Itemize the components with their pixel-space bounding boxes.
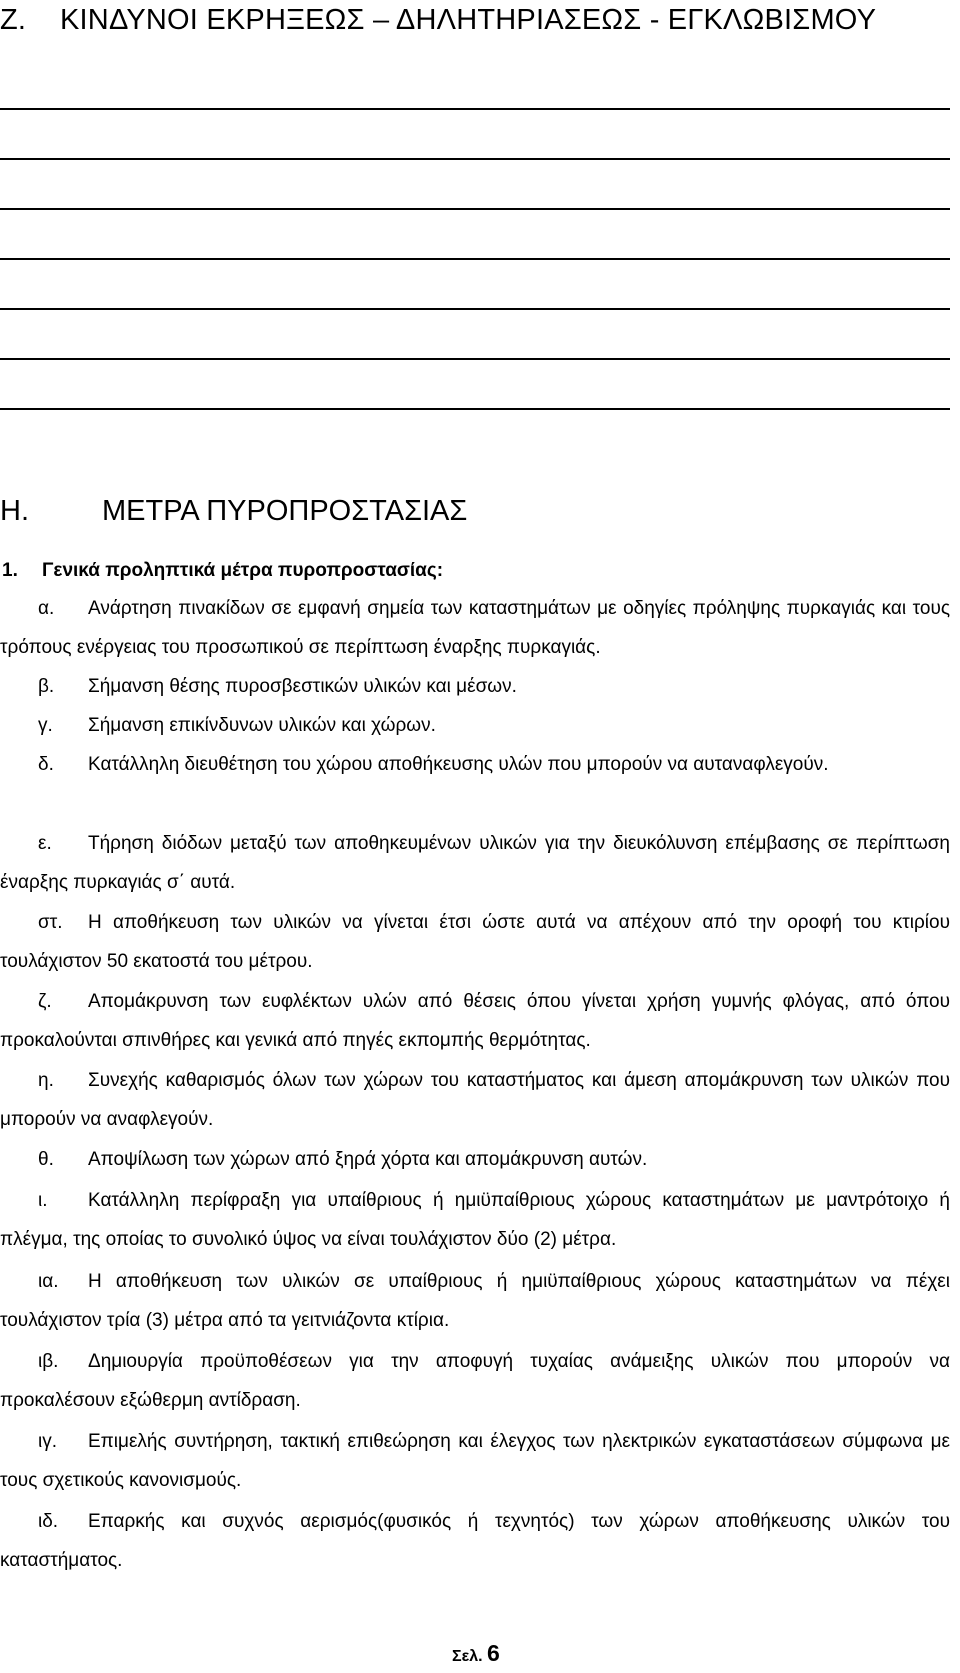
blank-line <box>0 208 950 210</box>
item-text: Σήμανση επικίνδυνων υλικών και χώρων. <box>88 715 436 736</box>
blank-line <box>0 308 950 310</box>
list-item <box>0 1061 950 1139</box>
item-label: στ. <box>38 912 63 933</box>
list-item <box>0 824 950 902</box>
item-label: ι. <box>38 1190 48 1211</box>
item-label: η. <box>38 1070 54 1091</box>
item-label: ζ. <box>38 991 52 1012</box>
section-z-title <box>0 0 930 40</box>
item-label: ιβ. <box>38 1351 59 1372</box>
section-h-heading <box>0 491 467 531</box>
list-item <box>0 1140 950 1179</box>
item-label: θ. <box>38 1149 54 1170</box>
item-text: Κατάλληλη περίφραξη για υπαίθριους ή ημιϋπαίθριους χώρους καταστημάτων με μαντρότοιχο ή πλέγμα, της οποίας το συνολικό ύψος να είναι τουλάχιστον δύο (2) μέτρα. <box>0 1190 950 1250</box>
blank-line <box>0 408 950 410</box>
item-text: Απομάκρυνση των ευφλέκτων υλών από θέσεις όπου γίνεται χρήση γυμνής φλόγας, από όπου προκαλούνται σπινθήρες και γενικά από πηγές εκπομπής θερμότητας. <box>0 991 950 1051</box>
blank-line <box>0 358 950 360</box>
item-text: Η αποθήκευση των υλικών σε υπαίθριους ή ημιϋπαίθριους χώρους καταστημάτων να πέχει τουλάχιστον τρία (3) μέτρα από τα γειτνιάζοντα κτίρια. <box>0 1271 950 1331</box>
list-item <box>0 1422 950 1500</box>
item-label: ιγ. <box>38 1431 57 1452</box>
section-h-number: Η. <box>0 495 29 527</box>
list-item <box>0 1181 950 1259</box>
blank-line <box>0 158 950 160</box>
page-footer <box>452 1640 500 1667</box>
item-text: Τήρηση διόδων μεταξύ των αποθηκευμένων υλικών για την διευκόλυνση επέμβασης σε περίπτωση έναρξης πυρκαγιάς σ΄ αυτά. <box>0 833 950 893</box>
item-label: ια. <box>38 1271 59 1292</box>
item-label: ιδ. <box>38 1511 59 1532</box>
list-item <box>0 1262 950 1340</box>
list-item <box>0 589 950 667</box>
item-text: Ανάρτηση πινακίδων σε εμφανή σημεία των καταστημάτων με οδηγίες πρόληψης πυρκαγιάς και τους τρόπους ενέργειας του προσωπικού σε περίπτωση έναρξης πυρκαγιάς. <box>0 598 950 658</box>
list-item <box>0 1502 950 1580</box>
item-label: α. <box>38 598 55 619</box>
subsection-number: 1. <box>2 560 18 581</box>
page-number: 6 <box>487 1640 500 1666</box>
list-item <box>0 982 950 1060</box>
item-text: Αποψίλωση των χώρων από ξηρά χόρτα και απομάκρυνση αυτών. <box>88 1149 648 1170</box>
item-label: δ. <box>38 754 54 775</box>
section-h-title: ΜΕΤΡΑ ΠΥΡΟΠΡΟΣΤΑΣΙΑΣ <box>102 495 468 527</box>
section-z-text: ΚΙΝΔΥΝΟΙ ΕΚΡΗΞΕΩΣ – ΔΗΛΗΤΗΡΙΑΣΕΩΣ - ΕΓΚΛΩΒΙΣΜΟΥ <box>60 4 877 36</box>
item-text: Κατάλληλη διευθέτηση του χώρου αποθήκευσης υλών που μπορούν να αυταναφλεγούν. <box>88 754 829 775</box>
item-text: Συνεχής καθαρισμός όλων των χώρων του καταστήματος και άμεση απομάκρυνση των υλικών που μπορούν να αναφλεγούν. <box>0 1070 950 1130</box>
item-text: Δημιουργία προϋποθέσεων για την αποφυγή τυχαίας ανάμειξης υλικών που μπορούν να προκαλέσουν εξώθερμη αντίδραση. <box>0 1351 950 1411</box>
page-label: Σελ. <box>452 1648 483 1665</box>
item-label: β. <box>38 676 55 697</box>
subsection-title: Γενικά προληπτικά μέτρα πυροπροστασίας: <box>42 560 444 581</box>
item-text: Επιμελής συντήρηση, τακτική επιθεώρηση και έλεγχος των ηλεκτρικών εγκαταστάσεων σύμφωνα με τους σχετικούς κανονισμούς. <box>0 1431 950 1491</box>
subsection-heading <box>2 556 443 586</box>
item-label: γ. <box>38 715 53 736</box>
list-item <box>0 667 950 706</box>
list-item <box>0 903 950 981</box>
section-z-number: Ζ. <box>0 4 27 36</box>
item-text: Σήμανση θέσης πυροσβεστικών υλικών και μέσων. <box>88 676 517 697</box>
item-text: Επαρκής και συχνός αερισμός(φυσικός ή τεχνητός) των χώρων αποθήκευσης υλικών του καταστήματος. <box>0 1511 950 1571</box>
list-item <box>0 745 950 784</box>
list-item <box>0 1342 950 1420</box>
item-text: Η αποθήκευση των υλικών να γίνεται έτσι ώστε αυτά να απέχουν από την οροφή του κτιρίου τουλάχιστον 50 εκατοστά του μέτρου. <box>0 912 950 972</box>
list-item <box>0 706 950 745</box>
item-label: ε. <box>38 833 52 854</box>
blank-line <box>0 108 950 110</box>
blank-line <box>0 258 950 260</box>
